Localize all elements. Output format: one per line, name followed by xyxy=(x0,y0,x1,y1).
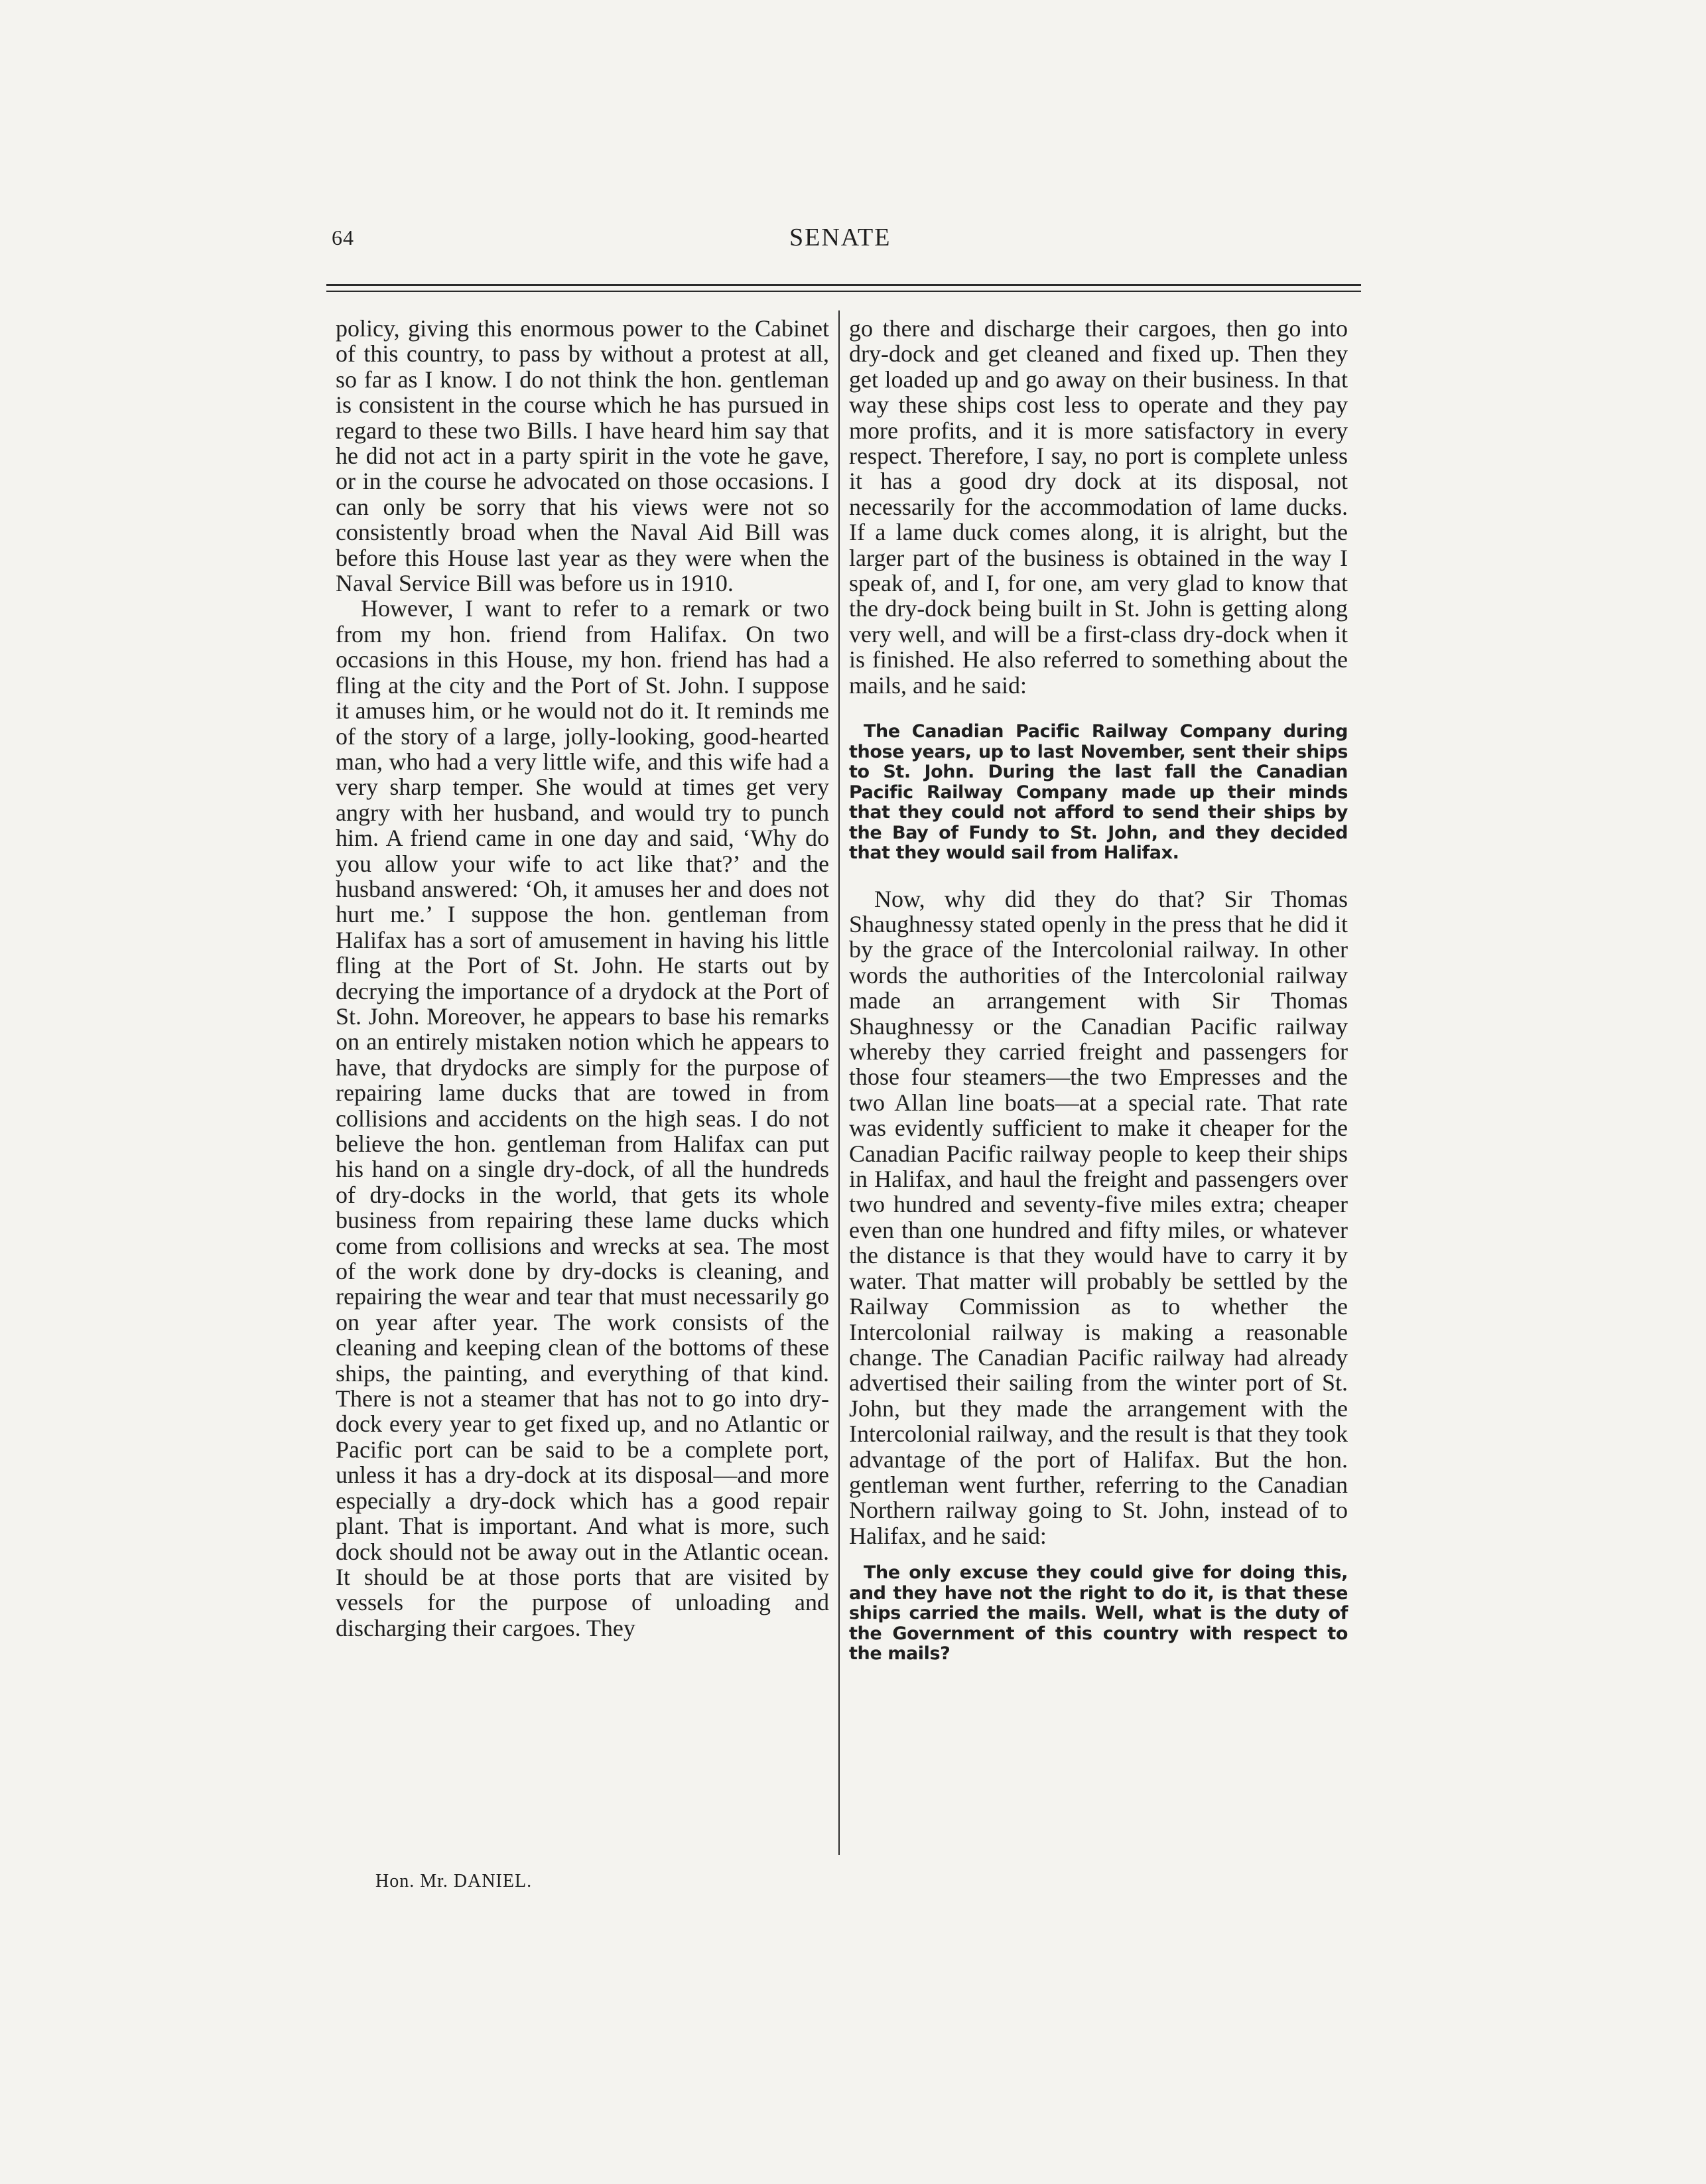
right-column xyxy=(849,316,1348,1665)
header-rule-top xyxy=(326,284,1361,286)
running-head: SENATE xyxy=(789,224,891,251)
header-rule-bottom xyxy=(326,291,1361,292)
block-quote-2: The only excuse they could give for doing this, and they have not the right to do it, is that these ships carried the mails. Well, what is the duty of the Government of this country with respect to the mails? xyxy=(849,1562,1348,1665)
left-column xyxy=(336,316,829,1641)
left-paragraph-1: policy, giving this enormous power to the Cabinet of this country, to pass by without a protest at all, so far as I know. I do not think the hon. gentleman is consistent in the course which he has pursued in regard to these two Bills. I have heard him say that he did not act in a party spirit in the vote he gave, or in the course he advocated on those occasions. I can only be sorry that his views were not so consistently broad when the Naval Aid Bill was before this House last year as they were when the Naval Service Bill was before us in 1910. xyxy=(336,315,829,597)
speaker-footer: Hon. Mr. DANIEL. xyxy=(375,1871,533,1891)
block-quote-1: The Canadian Pacific Railway Company during those years, up to last November, sent their ships to St. John. During the last fall the Canadian Pacific Railway Company made up their minds that they could not afford to send their ships by the Bay of Fundy to St. John, and they decided that they would sail from Halifax. xyxy=(849,721,1348,864)
right-paragraph-2: Now, why did they do that? Sir Thomas Shaughnessy stated openly in the press that he did it by the grace of the Intercolonial railway. In other words the authorities of the Intercolonial railway made an arrangement with Sir Thomas Shaughnessy or the Canadian Pacific railway whereby they carried freight and passengers for those four steamers—the two Empresses and the two Allan line boats—at a special rate. That rate was evidently sufficient to make it cheaper for the Canadian Pacific railway people to keep their ships in Halifax, and haul the freight and passengers over two hundred and seventy-five miles extra; cheaper even than one hundred and fifty miles, or whatever the distance is that they would have to carry it by water. That matter will probably be settled by the Railway Commission as to whether the Intercolonial railway is making a reasonable change. The Canadian Pacific railway had already advertised their sailing from the winter port of St. John, but they made the arrangement with the Intercolonial railway, and the result is that they took advantage of the port of Halifax. But the hon. gentleman went further, referring to the Canadian Northern railway going to St. John, instead of to Halifax, and he said: xyxy=(849,885,1348,1549)
page-number: 64 xyxy=(332,226,354,249)
right-paragraph-1: go there and discharge their cargoes, then go into dry-dock and get cleaned and fixed up. Then they get loaded up and go away on their business. In that way these ships cost less to operate and they pay more profits, and it is more satisfactory in every respect. Therefore, I say, no port is complete unless it has a good dry dock at its disposal, not necessarily for the accommodation of lame ducks. If a lame duck comes along, it is alright, but the larger part of the business is obtained in the way I speak of, and I, for one, am very glad to know that the dry-dock being built in St. John is getting along very well, and will be a first-class dry-dock when it is finished. He also referred to something about the mails, and he said: xyxy=(849,315,1348,699)
left-paragraph-2: However, I want to refer to a remark or two from my hon. friend from Halifax. On two occasions in this House, my hon. friend has had a fling at the city and the Port of St. John. I suppose it amuses him, or he would not do it. It reminds me of the story of a large, jolly-looking, good-hearted man, who had a very little wife, and this wife had a very sharp temper. She would at times get very angry with her husband, and would try to punch him. A friend came in one day and said, ‘Why do you allow your wife to act like that?’ and the husband answered: ‘Oh, it amuses her and does not hurt me.’ I suppose the hon. gentleman from Halifax has a sort of amusement in having his little fling at the Port of St. John. He starts out by decrying the importance of a drydock at the Port of St. John. Moreover, he appears to base his remarks on an entirely mistaken notion which he appears to have, that drydocks are simply for the purpose of repairing lame ducks that are towed in from collisions and accidents on the high seas. I do not believe the hon. gentleman from Halifax can put his hand on a single dry-dock, of all the hundreds of dry-docks in the world, that gets its whole business from repairing these lame ducks which come from collisions and wrecks at sea. The most of the work done by dry-docks is cleaning, and repairing the wear and tear that must necessarily go on year after year. The work consists of the cleaning and keeping clean of the bottoms of these ships, the painting, and everything of that kind. There is not a steamer that has not to go into dry-dock every year to get fixed up, and no Atlantic or Pacific port can be said to be a complete port, unless it has a dry-dock at its disposal—and more especially a dry-dock which has a good repair plant. That is important. And what is more, such dock should not be away out in the Atlantic ocean. It should be at those ports that are visited by vessels for the purpose of unloading and discharging their cargoes. They xyxy=(336,595,829,1641)
column-divider xyxy=(838,310,840,1855)
